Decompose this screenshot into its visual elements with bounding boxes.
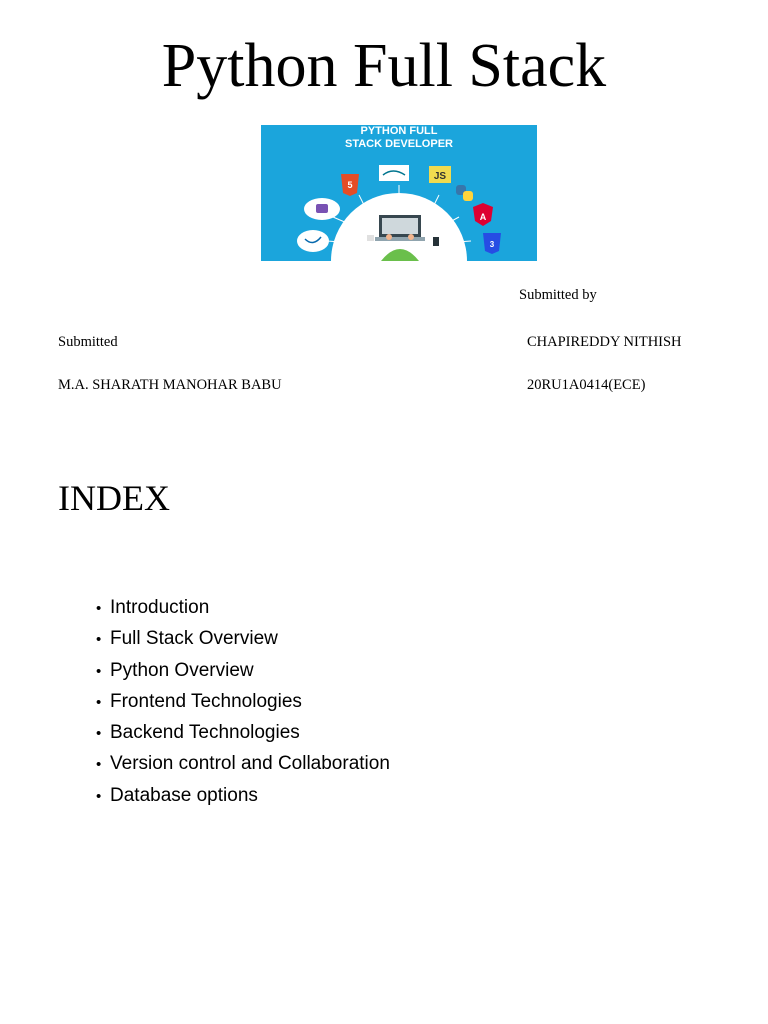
guide-name: M.A. SHARATH MANOHAR BABU [58, 377, 282, 393]
bullet-icon: • [96, 693, 102, 711]
toc-item [96, 623, 390, 654]
bootstrap-icon [304, 198, 340, 220]
bullet-icon: • [96, 662, 102, 680]
banner-illustration [261, 125, 537, 261]
toc-list [96, 592, 390, 811]
toc-item-label: Database options [110, 784, 258, 806]
svg-text:JS: JS [433, 171, 447, 182]
banner-image [261, 125, 537, 261]
banner-title-line1: PYTHON FULL [360, 125, 438, 137]
toc-item [96, 686, 390, 717]
toc-item-label: Python Overview [110, 659, 254, 681]
python-icon [456, 185, 473, 201]
toc-item-label: Introduction [110, 597, 210, 618]
svg-text:3: 3 [489, 240, 495, 249]
bullet-icon: • [96, 631, 102, 649]
toc-item [96, 748, 390, 779]
toc-item-label: Full Stack Overview [110, 628, 278, 650]
css3-icon [483, 233, 501, 254]
svg-text:A: A [479, 212, 487, 222]
toc-item [96, 655, 390, 686]
javascript-icon [429, 166, 451, 183]
toc-item [96, 717, 390, 748]
toc-item [96, 592, 390, 623]
bullet-icon: • [96, 756, 102, 774]
html5-icon [341, 174, 359, 196]
mysql-icon [379, 165, 409, 181]
bullet-icon: • [96, 787, 102, 805]
svg-text:5: 5 [347, 180, 353, 190]
banner-title-line2: STACK DEVELOPER [345, 138, 453, 150]
jquery-icon [297, 230, 329, 252]
angular-icon [473, 203, 493, 226]
page-title: Python Full Stack [161, 32, 607, 100]
bullet-icon: • [96, 725, 102, 743]
toc-item-label: Frontend Technologies [110, 690, 302, 712]
roll-number: 20RU1A0414(ECE) [527, 377, 646, 393]
submitted-by-label: Submitted by [519, 287, 597, 303]
toc-item [96, 780, 390, 811]
toc-item-label: Version control and Collaboration [110, 753, 390, 775]
student-name: CHAPIREDDY NITHISH [527, 334, 682, 350]
toc-item-label: Backend Technologies [110, 722, 300, 744]
submitted-label: Submitted [58, 334, 118, 350]
index-heading: INDEX [58, 478, 170, 518]
bullet-icon: • [96, 600, 102, 617]
